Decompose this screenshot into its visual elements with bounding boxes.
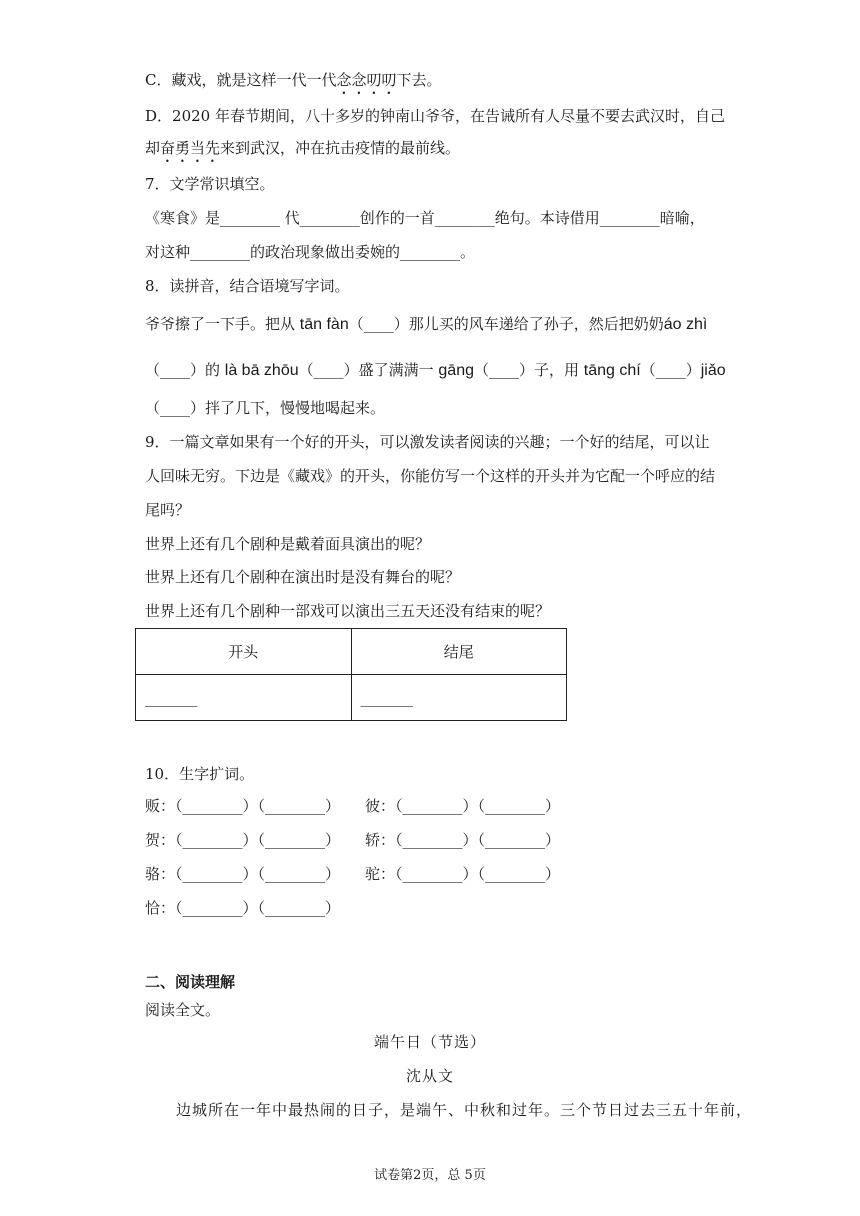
q9-line1: 9．一篇文章如果有一个好的开头，可以激发读者阅读的兴趣；一个好的结尾，可以让	[145, 433, 710, 451]
q6-option-c: C．藏戏，就是这样一代一代念念叨叨下去。	[145, 71, 442, 89]
q6-option-d-line1: D．2020 年春节期间，八十多岁的钟南山爷爷，在告诫所有人尽量不要去武汉时，自己	[145, 107, 725, 125]
q8-line1: 爷爷擦了一下手。把从 tān fàn（____）那儿买的风车递给了孙子，然后把奶奶áo zhì	[145, 315, 708, 333]
q9-example2: 世界上还有几个剧种在演出时是没有舞台的呢？	[145, 568, 461, 586]
table-row	[136, 629, 567, 675]
pinyin-gang: gāng	[438, 362, 474, 379]
section-instruction: 阅读全文。	[145, 1001, 221, 1019]
table-header-ending: 结尾	[351, 629, 567, 675]
ending-blank[interactable]: _______	[351, 675, 567, 721]
q6-option-c-emphasis: 念念叨叨	[336, 71, 397, 89]
pinyin-tangchi: tāng chí	[583, 362, 641, 379]
section-heading: 二、阅读理解	[145, 973, 236, 991]
q7-title: 7．文学常识填空。	[145, 175, 275, 193]
q9-example3: 世界上还有几个剧种一部戏可以演出三五天还没有结束的呢？	[145, 602, 551, 620]
passage-first-line: 边城所在一年中最热闹的日子，是端午、中秋和过年。三个节日过去三五十年前，	[176, 1101, 753, 1119]
q9-example1: 世界上还有几个剧种是戴着面具演出的呢？	[145, 535, 431, 553]
pinyin-jiao: jiǎo	[700, 362, 726, 379]
q10-row3-left: 骆：（________）（________）	[145, 865, 341, 883]
q10-row4-left: 恰：（________）（________）	[145, 899, 341, 917]
passage-author: 沈从文	[405, 1067, 454, 1085]
q7-line2: 对这种________的政治现象做出委婉的________。	[145, 243, 476, 261]
q10-row2-left: 贺：（________）（________）	[145, 831, 341, 849]
q9-line2: 人回味无穷。下边是《藏戏》的开头，你能仿写一个这样的开头并为它配一个呼应的结	[145, 467, 716, 485]
passage-title: 端午日（节选）	[373, 1033, 486, 1051]
q10-row2-right: 轿：（________）（________）	[365, 831, 561, 849]
q6-option-d-line2: 却奋勇当先来到武汉，冲在抗击疫情的最前线。	[145, 139, 461, 157]
page-footer: 试卷第2页，总 5页	[374, 1168, 486, 1183]
pinyin-labazhou: là bā zhōu	[224, 362, 299, 379]
answer-table	[135, 628, 567, 721]
pinyin-aozhi: áo zhì	[663, 316, 708, 333]
pinyin-tanfan: tān fàn	[299, 316, 349, 333]
table-header-opening: 开头	[136, 629, 352, 675]
q10-row1-left: 贩：（________）（________）	[145, 797, 341, 815]
q6-option-d-emphasis: 奋勇当先	[160, 139, 221, 157]
q10-title: 10．生字扩词。	[145, 765, 255, 783]
q8-title: 8．读拼音，结合语境写字词。	[145, 277, 350, 295]
opening-blank[interactable]: _______	[136, 675, 352, 721]
q7-line1: 《寒食》是________ 代________创作的一首________绝句。本诗借用________暗喻，	[145, 209, 705, 227]
q8-line2: （____）的 là bā zhōu（____）盛了满满一 gāng（____）子，用 tāng chí（____）jiǎo	[145, 361, 726, 379]
q9-line3: 尾吗？	[145, 501, 191, 519]
q10-row1-right: 彼：（________）（________）	[365, 797, 561, 815]
q10-row3-right: 驼：（________）（________）	[365, 865, 561, 883]
table-row	[136, 675, 567, 721]
q8-line3: （____）拌了几下，慢慢地喝起来。	[145, 399, 386, 417]
